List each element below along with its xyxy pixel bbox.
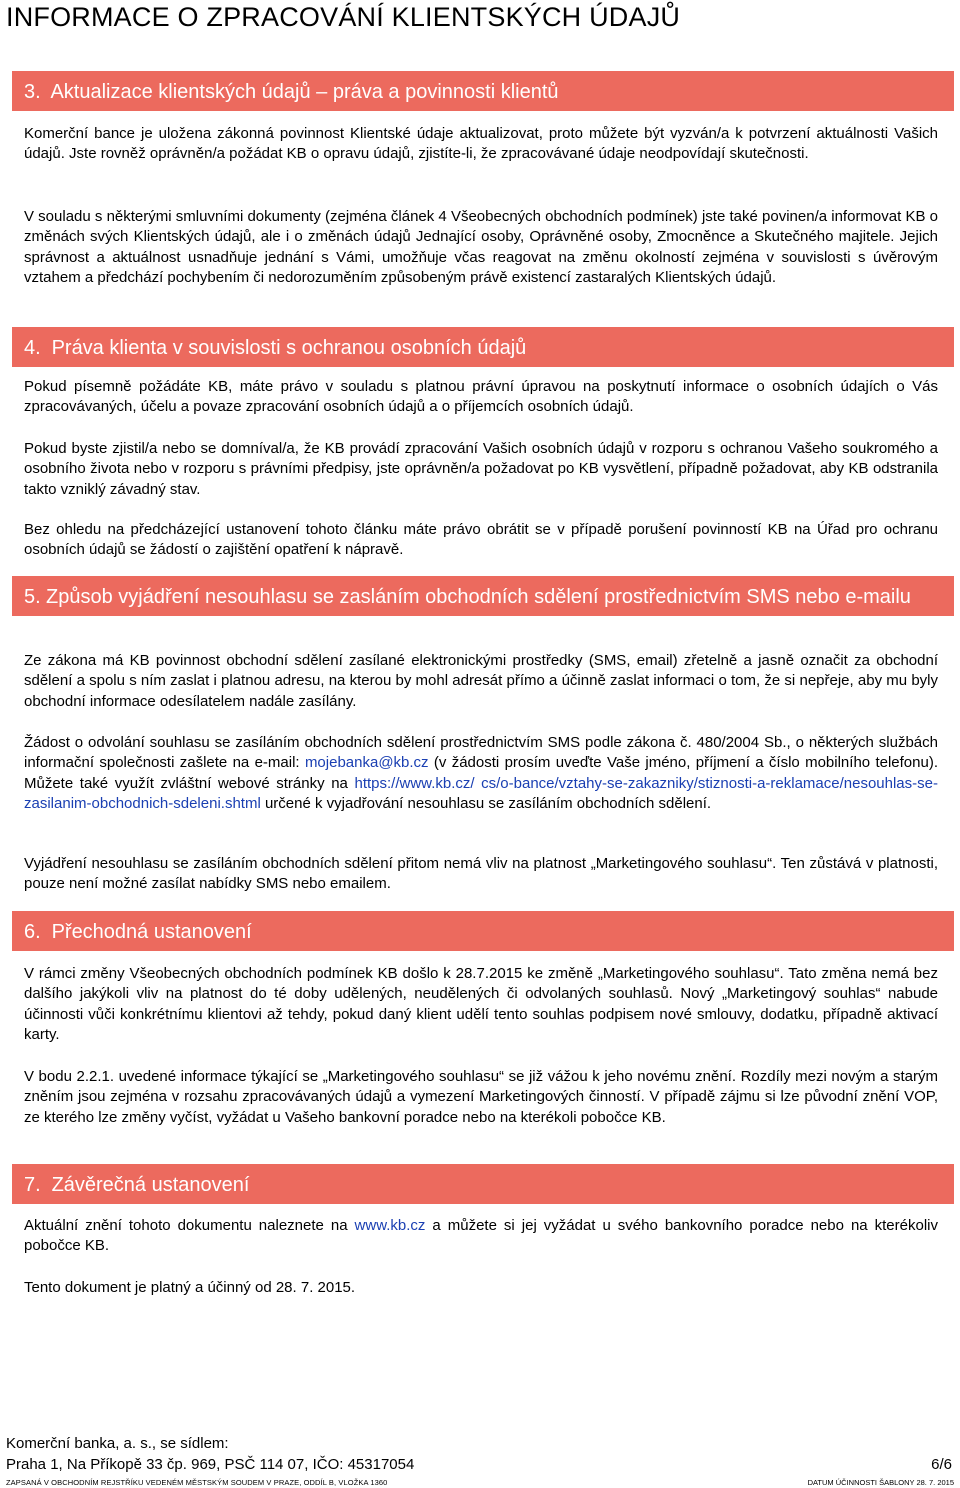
section-4-paragraph-2: Pokud byste zjistil/a nebo se domníval/a, že KB provádí zpracování Vašich osobních údajů v rozporu s ochranou Vašeho soukromého a osobního života nebo v rozporu s právními předpisy, jste oprávněn/a požadovat po KB vysvětlení, případně požadovat, aby KB odstranila takto vzniklý závadný stav.: [24, 440, 938, 498]
section-5-heading: [12, 576, 954, 616]
section-7-paragraph-1-text-b: a můžete si jej vyžádat u svého bankovního poradce nebo na kterékoliv pobočce KB.: [24, 1217, 938, 1255]
section-6-heading: [12, 911, 954, 951]
section-3-paragraph-2: V souladu s některými smluvními dokumenty (zejména článek 4 Všeobecných obchodních podmínek) jste také povinen/a informovat KB o změnách svých Klientských údajů, ale i o změnách údajů Jednající osoby, Oprávněné osoby, Zmocněnce a Skutečného majitele. Jejich správnost a aktuálnost usnadňuje jednání s Vámi, umožňuje včas reagovat na změnu okolností zejména v souvislosti s úvěrovým vztahem a předchází pochybením či nedorozuměním způsobeným právě existencí zastaralých Klientských údajů.: [24, 208, 938, 287]
page-number: 6/6: [931, 1456, 952, 1473]
section-5-paragraph-2-text-b: (v žádosti prosím uveďte Vaše jméno, příjmení a číslo mobilního telefonu). Můžete také využít zvláštní webové stránky na: [24, 754, 938, 792]
footer-address: Praha 1, Na Příkopě 33 čp. 969, PSČ 114 07, IČO: 45317054: [6, 1456, 415, 1473]
document-title: INFORMACE O ZPRACOVÁNÍ KLIENTSKÝCH ÚDAJŮ: [6, 2, 681, 32]
kb-website-link[interactable]: www.kb.cz: [354, 1217, 426, 1234]
section-5-number: 5.: [24, 586, 41, 608]
footer-company: Komerční banka, a. s., se sídlem:: [6, 1435, 229, 1452]
section-6-title: Přechodná ustanovení: [51, 921, 252, 943]
section-4-number: 4.: [24, 337, 41, 359]
section-6-paragraph-1: V rámci změny Všeobecných obchodních podmínek KB došlo k 28.7.2015 ke změně „Marketingového souhlasu“. Tato změna nemá bez dalšího jakýkoli vliv na platnost do té doby udělených, neudělených či odvolaných souhlasů. Nový „Marketingový souhlas“ nabude účinnosti vůči konkrétnímu klientovi až tehdy, pokud daný klient udělí tento souhlas podpisem nové smlouvy, dodatku, případně aktivací karty.: [24, 965, 938, 1044]
section-4-paragraph-3: Bez ohledu na předcházející ustanovení tohoto článku máte právo obrátit se v případě porušení povinností KB na Úřad pro ochranu osobních údajů se žádostí o zajištění opatření k nápravě.: [24, 521, 938, 559]
footer-registration: ZAPSANÁ V OBCHODNÍM REJSTŘÍKU VEDENÉM MĚSTSKÝM SOUDEM V PRAZE, ODDÍL B, VLOŽKA 1360: [6, 1478, 388, 1487]
section-5-paragraph-1: Ze zákona má KB povinnost obchodní sdělení zasílané elektronickými prostředky (SMS, email) zřetelně a jasně označit za obchodní sdělení a spolu s ním zaslat i platnou adresu, na kterou by mohl adresát přímo a účinně zaslat informaci o tom, že si nepřeje, aby mu byly obchodní informace odesílatelem nadále zasílány.: [24, 652, 938, 710]
section-4-title: Práva klienta v souvislosti s ochranou osobních údajů: [51, 337, 527, 359]
section-7-paragraph-2: Tento dokument je platný a účinný od 28. 7. 2015.: [24, 1279, 356, 1296]
section-4-paragraph-1: Pokud písemně požádáte KB, máte právo v souladu s platnou právní úpravou na poskytnutí informace o osobních údajích o Vás zpracovávaných, účelu a povaze zpracování osobních údajů a o příjemcích osobních údajů.: [24, 378, 938, 416]
section-3-title: Aktualizace klientských údajů – práva a povinnosti klientů: [50, 81, 559, 103]
section-6-paragraph-2: V bodu 2.2.1. uvedené informace týkající se „Marketingového souhlasu“ se již vážou k jeho novému znění. Rozdíly mezi novým a starým zněním jsou zejména v rozsahu zpracovávaných údajů a vymezení Marketingových činností. V případě zájmu si lze původní znění VOP, ze kterého lze změny vyčíst, vyžádat u Vašeho bankovní poradce nebo na kterékoli pobočce KB.: [24, 1068, 938, 1126]
section-3-paragraph-1: Komerční bance je uložena zákonná povinnost Klientské údaje aktualizovat, proto můžete být vyzván/a k potvrzení aktuálnosti Vašich údajů. Jste rovněž oprávněn/a požádat KB o opravu údajů, zjistíte-li, že zpracovávané údaje neodpovídají skutečnosti.: [24, 125, 938, 163]
section-7-title: Závěrečná ustanovení: [51, 1174, 250, 1196]
section-5-paragraph-2: [24, 733, 938, 815]
footer-template-validity: DATUM ÚČINNOSTI ŠABLONY 28. 7. 2015: [807, 1478, 954, 1487]
section-7-paragraph-1: [24, 1216, 938, 1257]
section-3-heading: [12, 71, 954, 111]
section-5-paragraph-3: Vyjádření nesouhlasu se zasíláním obchodních sdělení přitom nemá vliv na platnost „Marketingového souhlasu“. Ten zůstává v platnosti, pouze není možné zasílat nabídky SMS nebo emailem.: [24, 855, 938, 893]
section-5-title: Způsob vyjádření nesouhlasu se zasláním obchodních sdělení prostřednictvím SMS nebo e-mailu: [46, 586, 911, 608]
section-5-paragraph-2-text-c: určené k vyjadřování nesouhlasu se zasíláním obchodních sdělení.: [260, 795, 712, 813]
section-4-heading: [12, 327, 954, 367]
section-5-paragraph-2-text-a: Žádost o odvolání souhlasu se zasíláním obchodních sdělení prostřednictvím SMS podle zákona č. 480/2004 Sb., o některých službách informační společnosti zašlete na e-mail:: [24, 734, 938, 772]
kb-objection-url-link[interactable]: https://www.kb.cz/ cs/o-bance/vztahy-se-zakazniky/stiznosti-a-reklamace/nesouhlas-se-zasilanim-obchodnich-sdeleni.shtml: [24, 774, 938, 813]
section-7-paragraph-1-text-a: Aktuální znění tohoto dokumentu naleznete na: [24, 1217, 355, 1234]
section-7-heading: [12, 1164, 954, 1204]
email-link[interactable]: mojebanka@kb.cz: [304, 754, 429, 772]
section-7-number: 7.: [24, 1174, 41, 1196]
section-3-number: 3.: [24, 81, 41, 103]
section-6-number: 6.: [24, 921, 41, 943]
